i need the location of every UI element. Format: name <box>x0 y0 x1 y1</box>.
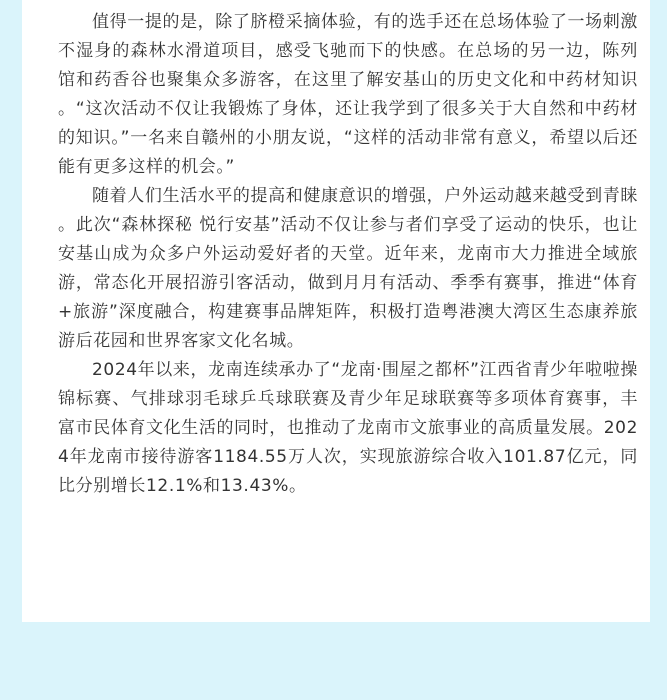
article-card <box>22 0 650 622</box>
article-body <box>58 8 638 501</box>
paragraph-3: 2024年以来，龙南连续承办了“龙南·围屋之都杯”江西省青少年啦啦操锦标赛、气排球羽毛球乒乓球联赛及青少年足球联赛等多项体育赛事，丰富市民体育文化生活的同时，也推动了龙南市文旅事业的高质量发展。2024年龙南市接待游客1184.55万人次，实现旅游综合收入101.87亿元，同比分别增长12.1%和13.43%。 <box>58 360 638 496</box>
paragraph-2: 随着人们生活水平的提高和健康意识的增强，户外运动越来越受到青睐。此次“森林探秘 悦行安基”活动不仅让参与者们享受了运动的快乐，也让安基山成为众多户外运动爱好者的天堂。近年来，龙南市大力推进全域旅游，常态化开展招游引客活动，做到月月有活动、季季有赛事，推进“体育+旅游”深度融合，构建赛事品牌矩阵，积极打造粤港澳大湾区生态康养旅游后花园和世界客家文化名城。 <box>58 186 638 351</box>
paragraph-1: 值得一提的是，除了脐橙采摘体验，有的选手还在总场体验了一场刺激不湿身的森林水滑道项目，感受飞驰而下的快感。在总场的另一边，陈列馆和药香谷也聚集众多游客，在这里了解安基山的历史文化和中药材知识。“这次活动不仅让我锻炼了身体，还让我学到了很多关于大自然和中药材的知识。”一名来自赣州的小朋友说，“这样的活动非常有意义，希望以后还能有更多这样的机会。” <box>58 12 638 177</box>
